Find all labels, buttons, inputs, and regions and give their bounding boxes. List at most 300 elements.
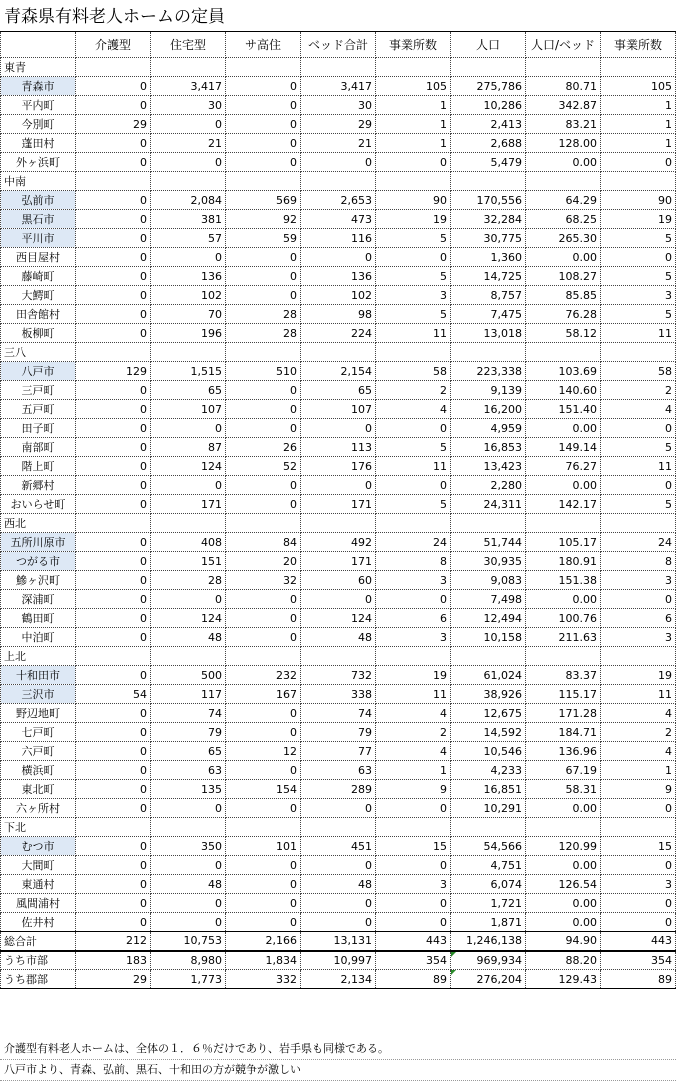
value-cell: 0 [76, 628, 151, 647]
value-cell: 0 [226, 609, 301, 628]
value-cell: 32 [226, 571, 301, 590]
empty-cell [151, 647, 226, 666]
total-row [1, 970, 676, 989]
value-cell: 2,688 [451, 134, 526, 153]
value-cell: 102 [301, 286, 376, 305]
value-cell: 79 [151, 723, 226, 742]
empty-cell [151, 172, 226, 191]
empty-cell [526, 172, 601, 191]
municipality-name: 藤崎町 [1, 267, 76, 286]
value-cell: 0 [376, 799, 451, 818]
value-cell: 0 [76, 305, 151, 324]
region-label: 下北 [1, 818, 76, 837]
value-cell: 2,154 [301, 362, 376, 381]
value-cell: 89 [601, 970, 676, 989]
value-cell: 171.28 [526, 704, 601, 723]
value-cell: 443 [376, 932, 451, 951]
table-row [1, 590, 676, 609]
value-cell: 3 [376, 571, 451, 590]
empty-cell [526, 818, 601, 837]
value-cell: 89 [376, 970, 451, 989]
table-row [1, 723, 676, 742]
value-cell: 2,166 [226, 932, 301, 951]
value-cell: 196 [151, 324, 226, 343]
value-cell: 5 [601, 305, 676, 324]
value-cell: 0 [76, 609, 151, 628]
value-cell: 105.17 [526, 533, 601, 552]
value-cell: 4 [376, 400, 451, 419]
capacity-table [0, 31, 676, 989]
value-cell: 0 [601, 856, 676, 875]
value-cell: 0 [76, 913, 151, 932]
empty-cell [526, 514, 601, 533]
table-row [1, 761, 676, 780]
header-row [1, 32, 676, 58]
value-cell: 105 [376, 77, 451, 96]
value-cell: 151.38 [526, 571, 601, 590]
value-cell: 7,498 [451, 590, 526, 609]
table-row [1, 248, 676, 267]
value-cell: 83.21 [526, 115, 601, 134]
municipality-name: 板柳町 [1, 324, 76, 343]
value-cell: 0 [76, 666, 151, 685]
value-cell: 0 [226, 153, 301, 172]
value-cell: 0 [376, 913, 451, 932]
table-row [1, 628, 676, 647]
value-cell: 4,751 [451, 856, 526, 875]
value-cell: 107 [151, 400, 226, 419]
value-cell: 0.00 [526, 476, 601, 495]
value-cell: 0 [76, 780, 151, 799]
value-cell: 0 [151, 894, 226, 913]
value-cell: 1 [601, 115, 676, 134]
value-cell: 6 [376, 609, 451, 628]
empty-cell [226, 58, 301, 77]
value-cell: 11 [601, 457, 676, 476]
table-row [1, 837, 676, 856]
municipality-name: 鶴田町 [1, 609, 76, 628]
value-cell: 19 [601, 210, 676, 229]
value-cell: 6,074 [451, 875, 526, 894]
value-cell: 5 [601, 438, 676, 457]
value-cell: 61,024 [451, 666, 526, 685]
value-cell: 0 [601, 248, 676, 267]
empty-cell [151, 58, 226, 77]
value-cell: 5 [601, 267, 676, 286]
value-cell: 16,200 [451, 400, 526, 419]
value-cell: 7,475 [451, 305, 526, 324]
value-cell: 108.27 [526, 267, 601, 286]
value-cell: 24 [601, 533, 676, 552]
table-row [1, 96, 676, 115]
table-row [1, 77, 676, 96]
value-cell: 13,423 [451, 457, 526, 476]
value-cell: 0 [151, 799, 226, 818]
value-cell: 29 [76, 115, 151, 134]
value-cell: 183 [76, 951, 151, 970]
empty-cell [376, 58, 451, 77]
table-row [1, 780, 676, 799]
value-cell: 0.00 [526, 894, 601, 913]
value-cell: 1 [376, 134, 451, 153]
value-cell: 0.00 [526, 248, 601, 267]
value-cell: 30 [151, 96, 226, 115]
value-cell: 0 [76, 723, 151, 742]
header-cell: ベッド合計 [301, 32, 376, 58]
value-cell: 0 [226, 704, 301, 723]
value-cell: 30,935 [451, 552, 526, 571]
value-cell: 0 [76, 153, 151, 172]
municipality-name: 大間町 [1, 856, 76, 875]
value-cell: 5 [601, 229, 676, 248]
value-cell: 0 [76, 590, 151, 609]
value-cell: 0 [151, 153, 226, 172]
value-cell: 184.71 [526, 723, 601, 742]
value-cell: 223,338 [451, 362, 526, 381]
value-cell: 10,291 [451, 799, 526, 818]
value-cell: 124 [151, 457, 226, 476]
value-cell: 1,515 [151, 362, 226, 381]
header-cell: 事業所数 [601, 32, 676, 58]
value-cell: 0 [151, 115, 226, 134]
value-cell: 5 [376, 229, 451, 248]
value-cell: 473 [301, 210, 376, 229]
value-cell: 4 [601, 400, 676, 419]
value-cell: 126.54 [526, 875, 601, 894]
value-cell: 58.12 [526, 324, 601, 343]
value-cell: 0 [151, 913, 226, 932]
value-cell: 24,311 [451, 495, 526, 514]
value-cell: 29 [76, 970, 151, 989]
value-cell: 58 [601, 362, 676, 381]
empty-cell [601, 514, 676, 533]
empty-cell [451, 514, 526, 533]
value-cell: 510 [226, 362, 301, 381]
value-cell: 0 [376, 153, 451, 172]
value-cell: 10,997 [301, 951, 376, 970]
municipality-name: 西目屋村 [1, 248, 76, 267]
value-cell: 0 [376, 476, 451, 495]
table-row [1, 400, 676, 419]
value-cell: 265.30 [526, 229, 601, 248]
value-cell: 30,775 [451, 229, 526, 248]
value-cell: 2,084 [151, 191, 226, 210]
value-cell: 5 [376, 267, 451, 286]
municipality-name: おいらせ町 [1, 495, 76, 514]
value-cell: 8,980 [151, 951, 226, 970]
value-cell: 0 [151, 248, 226, 267]
municipality-name: 野辺地町 [1, 704, 76, 723]
value-cell: 1 [376, 96, 451, 115]
table-row [1, 894, 676, 913]
value-cell: 0.00 [526, 799, 601, 818]
value-cell: 289 [301, 780, 376, 799]
value-cell: 32,284 [451, 210, 526, 229]
value-cell: 0 [601, 913, 676, 932]
value-cell: 0.00 [526, 590, 601, 609]
table-row [1, 799, 676, 818]
value-cell: 443 [601, 932, 676, 951]
total-label: うち郡部 [1, 970, 76, 989]
value-cell: 51,744 [451, 533, 526, 552]
value-cell: 171 [301, 552, 376, 571]
value-cell: 2,280 [451, 476, 526, 495]
value-cell: 0 [301, 590, 376, 609]
value-cell: 142.17 [526, 495, 601, 514]
value-cell: 332 [226, 970, 301, 989]
value-cell: 0 [601, 894, 676, 913]
value-cell: 3 [601, 875, 676, 894]
value-cell: 1,360 [451, 248, 526, 267]
value-cell: 54 [76, 685, 151, 704]
value-cell: 140.60 [526, 381, 601, 400]
value-cell: 9 [376, 780, 451, 799]
value-cell: 67.19 [526, 761, 601, 780]
table-row [1, 571, 676, 590]
table-row [1, 305, 676, 324]
value-cell: 74 [151, 704, 226, 723]
value-cell: 0 [76, 457, 151, 476]
value-cell: 0 [301, 894, 376, 913]
value-cell: 29 [301, 115, 376, 134]
value-cell: 0 [76, 267, 151, 286]
municipality-name: 七戸町 [1, 723, 76, 742]
header-cell: 事業所数 [376, 32, 451, 58]
note-line: 八戸市より、青森、弘前、黒石、十和田の方が競争が激しい [0, 1060, 676, 1081]
value-cell: 12,675 [451, 704, 526, 723]
municipality-name: 六戸町 [1, 742, 76, 761]
value-cell: 0 [76, 96, 151, 115]
value-cell: 275,786 [451, 77, 526, 96]
table-row [1, 666, 676, 685]
table-row [1, 913, 676, 932]
value-cell: 0 [76, 419, 151, 438]
value-cell: 58 [376, 362, 451, 381]
value-cell: 6 [601, 609, 676, 628]
empty-cell [301, 172, 376, 191]
value-cell: 54,566 [451, 837, 526, 856]
value-cell: 0 [301, 419, 376, 438]
value-cell: 129.43 [526, 970, 601, 989]
total-label: うち市部 [1, 951, 76, 970]
value-cell: 10,546 [451, 742, 526, 761]
value-cell: 48 [301, 875, 376, 894]
municipality-name: 佐井村 [1, 913, 76, 932]
value-cell: 5 [601, 495, 676, 514]
value-cell: 102 [151, 286, 226, 305]
empty-cell [376, 647, 451, 666]
value-cell: 3 [601, 628, 676, 647]
empty-cell [76, 514, 151, 533]
table-row [1, 210, 676, 229]
value-cell: 0 [76, 761, 151, 780]
value-cell: 13,018 [451, 324, 526, 343]
value-cell: 135 [151, 780, 226, 799]
value-cell: 1,834 [226, 951, 301, 970]
value-cell: 732 [301, 666, 376, 685]
value-cell: 2 [601, 723, 676, 742]
value-cell: 0.00 [526, 913, 601, 932]
value-cell: 0 [226, 96, 301, 115]
region-row [1, 172, 676, 191]
value-cell: 113 [301, 438, 376, 457]
value-cell: 0 [226, 894, 301, 913]
value-cell: 76.27 [526, 457, 601, 476]
municipality-name: 新郷村 [1, 476, 76, 495]
empty-cell [76, 818, 151, 837]
empty-cell [601, 58, 676, 77]
value-cell: 90 [601, 191, 676, 210]
value-cell: 0 [226, 495, 301, 514]
value-cell: 170,556 [451, 191, 526, 210]
value-cell: 354 [601, 951, 676, 970]
value-cell: 65 [301, 381, 376, 400]
empty-cell [301, 647, 376, 666]
value-cell: 101 [226, 837, 301, 856]
value-cell: 64.29 [526, 191, 601, 210]
value-cell: 105 [601, 77, 676, 96]
value-cell: 77 [301, 742, 376, 761]
value-cell: 2 [376, 381, 451, 400]
value-cell: 1,871 [451, 913, 526, 932]
value-cell: 171 [151, 495, 226, 514]
value-cell: 0 [376, 419, 451, 438]
value-cell: 0 [76, 438, 151, 457]
value-cell: 3 [376, 286, 451, 305]
value-cell: 65 [151, 381, 226, 400]
value-cell: 0 [301, 476, 376, 495]
value-cell: 9 [601, 780, 676, 799]
value-cell: 19 [376, 666, 451, 685]
region-label: 西北 [1, 514, 76, 533]
value-cell: 28 [226, 305, 301, 324]
value-cell: 4 [376, 742, 451, 761]
value-cell: 0 [226, 115, 301, 134]
value-cell: 338 [301, 685, 376, 704]
value-cell: 2,413 [451, 115, 526, 134]
value-cell: 4 [601, 742, 676, 761]
empty-cell [451, 343, 526, 362]
value-cell: 0 [151, 590, 226, 609]
municipality-name: 三戸町 [1, 381, 76, 400]
value-cell: 569 [226, 191, 301, 210]
municipality-name: 黒石市 [1, 210, 76, 229]
empty-cell [526, 58, 601, 77]
value-cell: 0 [601, 476, 676, 495]
empty-cell [76, 647, 151, 666]
value-cell: 52 [226, 457, 301, 476]
empty-cell [451, 647, 526, 666]
value-cell: 4,233 [451, 761, 526, 780]
value-cell: 136.96 [526, 742, 601, 761]
empty-cell [76, 343, 151, 362]
value-cell: 151.40 [526, 400, 601, 419]
region-row [1, 343, 676, 362]
municipality-name: 青森市 [1, 77, 76, 96]
value-cell: 116 [301, 229, 376, 248]
header-cell: 介護型 [76, 32, 151, 58]
value-cell: 15 [601, 837, 676, 856]
value-cell: 0 [76, 552, 151, 571]
value-cell: 60 [301, 571, 376, 590]
value-cell: 0 [226, 761, 301, 780]
value-cell: 28 [151, 571, 226, 590]
value-cell: 10,286 [451, 96, 526, 115]
empty-cell [151, 343, 226, 362]
total-row [1, 932, 676, 951]
value-cell: 0 [76, 799, 151, 818]
value-cell: 14,592 [451, 723, 526, 742]
empty-cell [376, 818, 451, 837]
empty-cell [226, 514, 301, 533]
value-cell: 0.00 [526, 419, 601, 438]
value-cell: 10,158 [451, 628, 526, 647]
empty-cell [526, 343, 601, 362]
value-cell: 124 [151, 609, 226, 628]
value-cell: 0 [601, 153, 676, 172]
value-cell: 0 [226, 77, 301, 96]
empty-cell [226, 818, 301, 837]
value-cell: 212 [76, 932, 151, 951]
value-cell: 0 [76, 533, 151, 552]
value-cell: 0 [76, 837, 151, 856]
table-row [1, 191, 676, 210]
value-cell: 21 [301, 134, 376, 153]
value-cell: 85.85 [526, 286, 601, 305]
municipality-name: 風間浦村 [1, 894, 76, 913]
municipality-name: 横浜町 [1, 761, 76, 780]
empty-cell [226, 343, 301, 362]
value-cell: 1,721 [451, 894, 526, 913]
region-row [1, 647, 676, 666]
table-row [1, 134, 676, 153]
empty-cell [601, 647, 676, 666]
table-row [1, 495, 676, 514]
value-cell: 0 [301, 856, 376, 875]
value-cell: 211.63 [526, 628, 601, 647]
value-cell: 171 [301, 495, 376, 514]
value-cell: 0 [226, 875, 301, 894]
value-cell: 276,204 [451, 970, 526, 989]
value-cell: 0 [76, 476, 151, 495]
value-cell: 0 [226, 799, 301, 818]
value-cell: 0 [301, 913, 376, 932]
table-row [1, 324, 676, 343]
value-cell: 0 [226, 267, 301, 286]
municipality-name: 中泊町 [1, 628, 76, 647]
municipality-name: 外ヶ浜町 [1, 153, 76, 172]
empty-cell [151, 514, 226, 533]
value-cell: 0 [226, 628, 301, 647]
value-cell: 88.20 [526, 951, 601, 970]
value-cell: 3,417 [151, 77, 226, 96]
empty-cell [451, 58, 526, 77]
value-cell: 0 [226, 856, 301, 875]
empty-cell [376, 514, 451, 533]
value-cell: 167 [226, 685, 301, 704]
value-cell: 0 [76, 248, 151, 267]
value-cell: 354 [376, 951, 451, 970]
municipality-name: 深浦町 [1, 590, 76, 609]
value-cell: 0 [301, 799, 376, 818]
table-row [1, 438, 676, 457]
value-cell: 232 [226, 666, 301, 685]
value-cell: 5 [376, 495, 451, 514]
value-cell: 5 [376, 438, 451, 457]
value-cell: 1 [601, 96, 676, 115]
value-cell: 0 [76, 875, 151, 894]
municipality-name: 田子町 [1, 419, 76, 438]
